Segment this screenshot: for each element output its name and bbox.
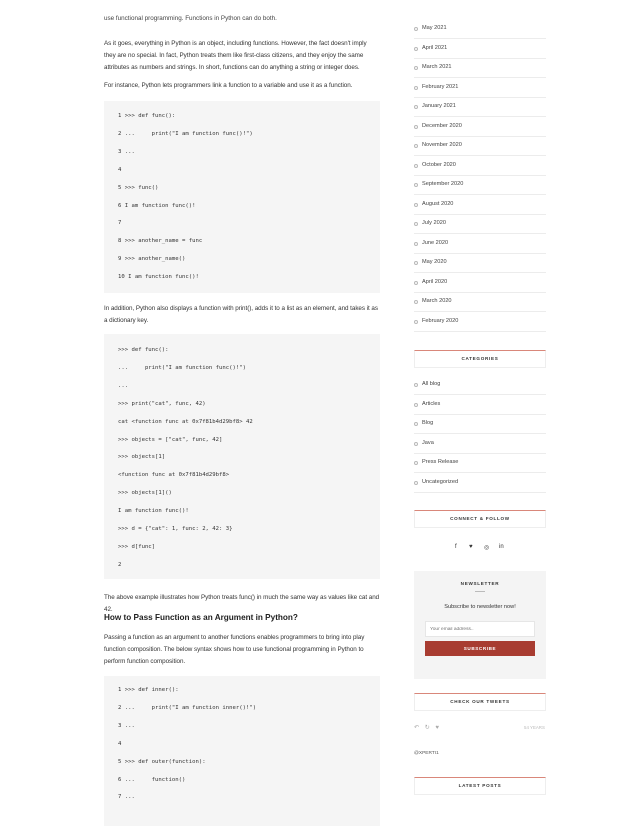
code-line: >>> objects[1]: [118, 454, 166, 461]
archive-link[interactable]: [414, 157, 546, 176]
code-line: cat <function func at 0x7f81b4d29bf8> 42: [118, 418, 253, 425]
tweet-handle[interactable]: @XPERTI1: [414, 751, 439, 756]
archive-link[interactable]: [414, 274, 546, 293]
category-link-label: Blog: [422, 420, 434, 426]
newsletter-title: NEWSLETTER: [460, 581, 500, 586]
archive-link[interactable]: [414, 293, 546, 312]
archive-link-label: June 2020: [422, 239, 449, 246]
like-icon[interactable]: ♥: [435, 725, 439, 731]
newsletter-widget: [414, 571, 546, 679]
code-line: 10 I am function func()!: [118, 274, 199, 281]
code-line: 2 ... print("I am function func()!"): [118, 130, 253, 137]
category-link-label: Uncategorized: [422, 478, 459, 485]
code-line: 6 I am function func()!: [118, 202, 196, 209]
code-line: ... print("I am function func()!"): [118, 364, 246, 371]
twitter-icon[interactable]: ♥: [469, 544, 473, 550]
code-block: [104, 101, 380, 293]
circle-bullet-icon: [414, 422, 418, 426]
article-paragraph: As it goes, everything in Python is an object, including functions. However, the fact doesn't imply they are no special. In fact, Python treats them like first-class citizens, and they enjoy the same attributes as numbers and strings. In short, functions can do anything a string or integer does.: [104, 40, 367, 71]
code-line: 5 >>> func(): [118, 184, 159, 191]
circle-bullet-icon: [414, 86, 418, 90]
category-link-label: Articles: [422, 400, 441, 407]
circle-bullet-icon: [414, 403, 418, 407]
article-paragraph: Passing a function as an argument to another functions enables programmers to bring into play function composition. The below syntax shows how to use functional programming in Python to perform function composition.: [104, 634, 365, 665]
code-line: 3 ...: [118, 148, 135, 155]
linkedin-icon[interactable]: in: [499, 544, 504, 550]
archive-link-label: November 2020: [422, 142, 462, 148]
code-line: 1 >>> def inner():: [118, 687, 179, 693]
article-text-cut: use functional programming. Functions in Python can do both.: [104, 15, 277, 22]
category-link[interactable]: [414, 396, 546, 415]
archive-link-label: February 2020: [422, 317, 459, 324]
code-line: 3 ...: [118, 722, 135, 729]
tweet-actions: [414, 724, 439, 731]
code-line: 4: [118, 740, 122, 747]
archive-link-label: July 2020: [422, 220, 446, 226]
circle-bullet-icon: [414, 125, 418, 129]
archive-link-label: May 2020: [422, 259, 447, 265]
code-line: >>> d = {"cat": 1, func: 2, 42: 3}: [118, 526, 233, 532]
archive-link[interactable]: [414, 98, 546, 117]
archive-link[interactable]: [414, 59, 546, 78]
code-block: [104, 676, 380, 826]
category-link[interactable]: [414, 454, 546, 473]
archive-link[interactable]: [414, 20, 546, 39]
code-line: >>> def func():: [118, 347, 169, 353]
code-line: 2: [118, 561, 122, 568]
archive-link-label: March 2020: [422, 298, 452, 304]
circle-bullet-icon: [414, 242, 418, 246]
section-heading: How to Pass Function as an Argument in Python?: [104, 613, 298, 622]
code-line: >>> print("cat", func, 42): [118, 400, 206, 407]
archive-link-label: January 2021: [422, 103, 456, 109]
circle-bullet-icon: [414, 261, 418, 265]
subscribe-button[interactable]: SUBSCRIBE: [425, 641, 535, 656]
categories-widget-title: CATEGORIES: [414, 350, 546, 368]
article-paragraph: For instance, Python lets programmers link a function to a variable and use it as a function.: [104, 82, 353, 89]
category-link-label: Press Release: [422, 459, 459, 465]
archive-link-label: May 2021: [422, 25, 447, 31]
code-line: 6 ... function(): [118, 776, 186, 783]
archive-link-label: April 2020: [422, 278, 448, 285]
archive-link[interactable]: [414, 176, 546, 195]
code-line: <function func at 0x7f81b4d29bf8>: [118, 472, 230, 479]
code-line: 9 >>> another_name(): [118, 256, 186, 263]
newsletter-subtitle: Subscribe to newsletter now!: [444, 604, 516, 610]
tweets-widget-title: CHECK OUR TWEETS: [414, 693, 546, 711]
category-link[interactable]: [414, 435, 546, 454]
archive-link[interactable]: [414, 254, 546, 273]
code-line: >>> d[func]: [118, 543, 156, 550]
code-line: 1 >>> def func():: [118, 113, 176, 119]
circle-bullet-icon: [414, 300, 418, 304]
category-link[interactable]: [414, 415, 546, 434]
code-line: 8 >>> another_name = func: [118, 238, 203, 245]
archive-link[interactable]: [414, 196, 546, 215]
tweet-timestamp: 54 YEARS: [524, 725, 545, 730]
code-line: 7: [118, 220, 122, 227]
archive-link[interactable]: [414, 313, 546, 332]
circle-bullet-icon: [414, 144, 418, 148]
archive-link-label: October 2020: [422, 161, 456, 168]
code-block: [104, 334, 380, 579]
archive-link-label: August 2020: [422, 200, 454, 207]
archive-link-label: September 2020: [422, 181, 464, 187]
article-paragraph: The above example illustrates how Python treats func() in much the same way as values like cat and 42.: [104, 594, 380, 613]
category-link-label: All blog: [422, 381, 441, 387]
facebook-icon[interactable]: f: [455, 544, 457, 550]
code-line: 7 ...: [118, 794, 135, 801]
reply-icon[interactable]: ↶: [414, 725, 420, 731]
circle-bullet-icon: [414, 203, 418, 207]
archive-link-label: February 2021: [422, 83, 459, 90]
archive-link-label: April 2021: [422, 44, 448, 51]
archive-link[interactable]: [414, 215, 546, 234]
archive-link[interactable]: [414, 40, 546, 59]
category-link-label: Java: [422, 439, 434, 446]
circle-bullet-icon: [414, 281, 418, 285]
code-line: 2 ... print("I am function inner()!"): [118, 704, 257, 711]
circle-bullet-icon: [414, 222, 418, 226]
code-line: 5 >>> def outer(function):: [118, 758, 206, 765]
circle-bullet-icon: [414, 164, 418, 168]
circle-bullet-icon: [414, 481, 418, 485]
code-line: 4: [118, 166, 122, 173]
circle-bullet-icon: [414, 27, 418, 31]
circle-bullet-icon: [414, 105, 418, 109]
circle-bullet-icon: [414, 461, 418, 465]
circle-bullet-icon: [414, 66, 418, 70]
circle-bullet-icon: [414, 320, 418, 324]
connect-widget-title: CONNECT & FOLLOW: [414, 510, 546, 528]
archive-link[interactable]: [414, 79, 546, 98]
circle-bullet-icon: [414, 383, 418, 387]
code-line: >>> objects[1](): [118, 490, 172, 497]
archive-link-label: December 2020: [422, 122, 462, 129]
category-link[interactable]: [414, 376, 546, 395]
code-line: >>> objects = ["cat", func, 42]: [118, 436, 223, 443]
article-paragraph: In addition, Python also displays a function with print(), adds it to a list as an element, and takes it as a dictionary key.: [104, 305, 378, 324]
circle-bullet-icon: [414, 183, 418, 187]
newsletter-email-input[interactable]: [425, 621, 535, 637]
archive-link[interactable]: [414, 118, 546, 137]
archive-link[interactable]: [414, 235, 546, 254]
newsletter-divider: [475, 591, 485, 592]
archive-link[interactable]: [414, 137, 546, 156]
circle-bullet-icon: [414, 442, 418, 446]
code-line: I am function func()!: [118, 508, 189, 515]
category-link[interactable]: [414, 474, 546, 493]
retweet-icon[interactable]: ↻: [424, 725, 430, 731]
latest-posts-widget-title: LATEST POSTS: [414, 777, 546, 795]
circle-bullet-icon: [414, 47, 418, 51]
instagram-icon[interactable]: ◎: [484, 545, 490, 551]
code-line: ...: [118, 382, 129, 389]
archive-link-label: March 2021: [422, 64, 452, 70]
